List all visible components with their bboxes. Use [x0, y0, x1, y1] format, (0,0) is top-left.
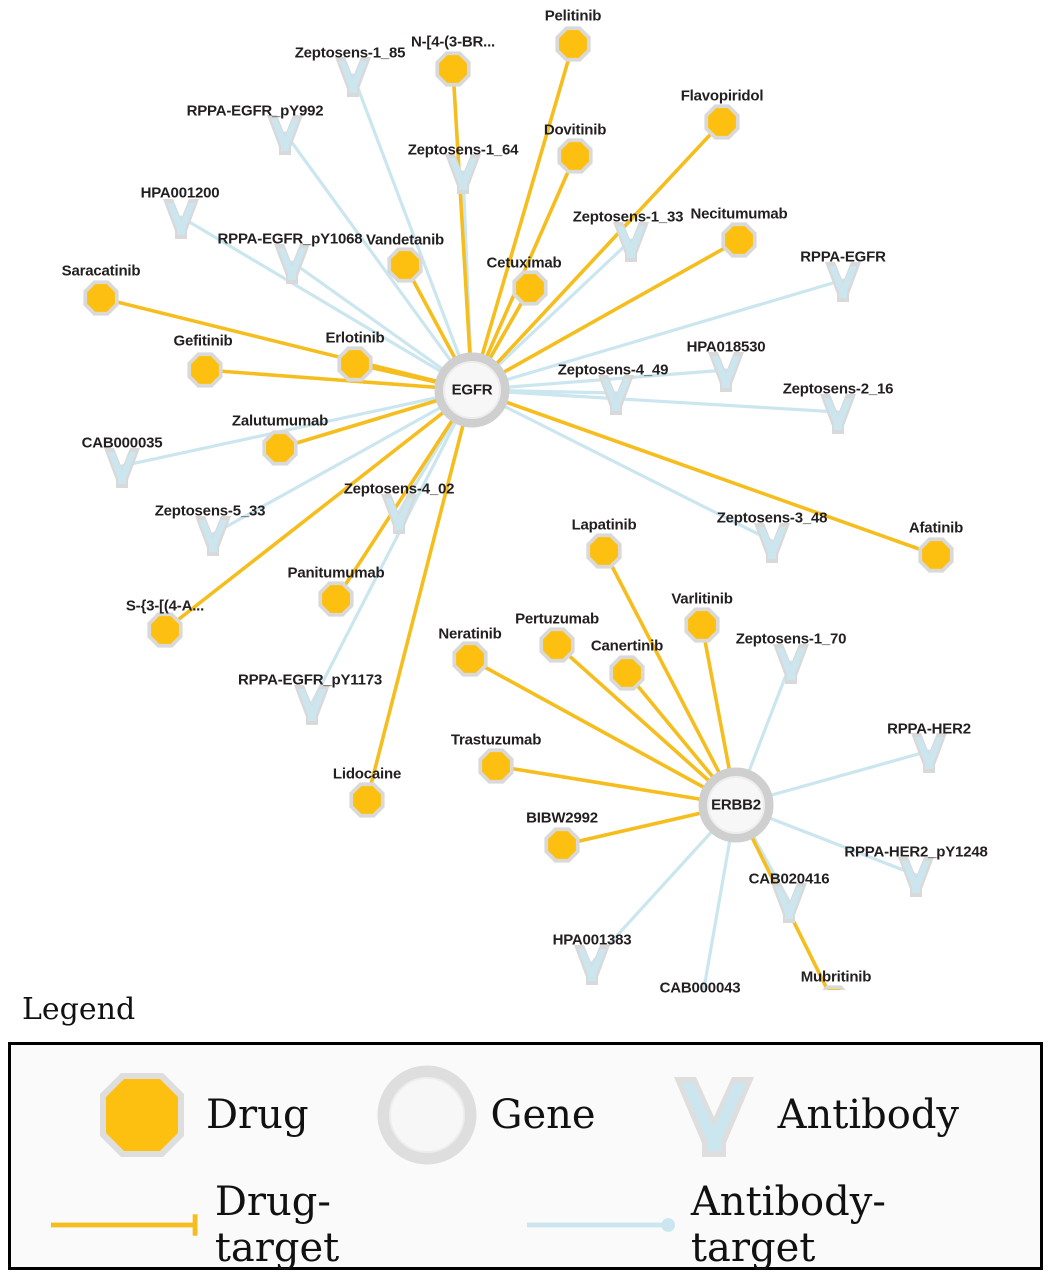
drug-node-label: Afatinib	[908, 519, 964, 537]
drug-node-label: Pertuzumab	[515, 610, 599, 628]
legend-label-gene: Gene	[490, 1092, 596, 1138]
antibody-node[interactable]	[104, 448, 140, 488]
antibody-node[interactable]	[773, 644, 809, 684]
antibody-node[interactable]	[195, 516, 231, 556]
drug-node-label: Necitumumab	[690, 205, 788, 223]
drug-node-label: Mubritinib	[800, 968, 872, 986]
legend-label-drug: Drug	[205, 1092, 309, 1138]
drug-node[interactable]	[435, 51, 470, 86]
antibody-node-label: RPPA-EGFR_pY1068	[217, 230, 363, 248]
drug-node[interactable]	[318, 581, 353, 616]
drug-node-label: Flavopiridol	[680, 87, 764, 105]
legend-label-antibody: Antibody	[777, 1092, 960, 1138]
legend-item-antibody	[664, 1065, 959, 1165]
antibody-node-label: RPPA-EGFR_pY1173	[237, 671, 383, 689]
legend-label-antibody-target: Antibody-target	[690, 1179, 886, 1271]
antibody-node[interactable]	[613, 222, 649, 262]
drug-node-label: Lapatinib	[571, 516, 637, 534]
antibody-node[interactable]	[825, 262, 861, 302]
legend-item-gene	[377, 1065, 596, 1165]
drug-target-edge-icon	[49, 1210, 205, 1240]
drug-target-edge	[472, 390, 936, 555]
antibody-target-edge-icon	[525, 1210, 681, 1240]
antibody-node-label: Zeptosens-5_33	[154, 502, 266, 520]
drug-node-label: Gefitinib	[173, 332, 233, 350]
drug-node-label: Panitumumab	[287, 564, 385, 582]
drug-node[interactable]	[512, 270, 547, 305]
legend-edge-row	[11, 1179, 1040, 1271]
drug-node[interactable]	[478, 748, 513, 783]
drug-node-label: BIBW2992	[526, 809, 598, 827]
drug-node-label: Erlotinib	[325, 329, 385, 347]
drug-node-label: N-[4-(3-BR...	[410, 33, 496, 51]
drug-node-label: Cetuximab	[486, 254, 562, 272]
legend-item-drug-target	[49, 1179, 449, 1271]
antibody-node-label: Zeptosens-2_16	[782, 380, 894, 398]
antibody-node[interactable]	[574, 945, 610, 985]
drug-node-label: Trastuzumab	[450, 731, 542, 749]
legend-title: Legend	[22, 992, 136, 1027]
drug-node[interactable]	[187, 352, 222, 387]
drug-node[interactable]	[704, 104, 739, 139]
antibody-node[interactable]	[820, 394, 856, 434]
drug-node[interactable]	[555, 26, 590, 61]
drug-node-label: Neratinib	[438, 625, 502, 643]
antibody-node-label: Zeptosens-1_85	[294, 44, 406, 62]
antibody-node-label: Zeptosens-1_70	[735, 630, 847, 648]
drug-node[interactable]	[387, 247, 422, 282]
drug-node[interactable]	[918, 537, 953, 572]
antibody-node-label: Zeptosens-3_48	[716, 509, 828, 527]
drug-node-label: S-{3-[(4-A...	[125, 597, 205, 615]
drug-icon	[92, 1065, 192, 1165]
drug-node[interactable]	[609, 655, 644, 690]
antibody-node-label: RPPA-EGFR_pY992	[186, 102, 324, 120]
drug-target-edge	[453, 69, 472, 390]
legend-node-row	[11, 1045, 1040, 1185]
drug-node[interactable]	[349, 782, 384, 817]
drug-node[interactable]	[262, 430, 297, 465]
antibody-node[interactable]	[754, 523, 790, 563]
legend-box	[8, 1042, 1043, 1270]
antibody-node[interactable]	[335, 57, 371, 97]
antibody-target-edge	[312, 390, 472, 703]
gene-node-label: ERBB2	[711, 796, 761, 814]
antibody-node[interactable]	[898, 857, 934, 897]
antibody-node-label: Zeptosens-4_02	[343, 480, 455, 498]
antibody-node[interactable]	[294, 685, 330, 725]
antibody-node-label: CAB000035	[81, 434, 163, 452]
antibody-node[interactable]	[598, 375, 634, 415]
antibody-node-label: HPA018530	[686, 338, 766, 356]
antibody-node[interactable]	[163, 199, 199, 239]
gene-node-label: EGFR	[451, 381, 493, 399]
antibody-node[interactable]	[771, 883, 807, 923]
drug-node[interactable]	[684, 607, 719, 642]
antibody-node-label: Zeptosens-1_33	[572, 208, 684, 226]
antibody-node-label: RPPA-HER2	[887, 720, 971, 738]
legend-item-antibody-target	[525, 1179, 1002, 1271]
antibody-node-label: RPPA-EGFR	[800, 248, 886, 266]
antibody-node-label: Zeptosens-1_64	[407, 141, 519, 159]
drug-node-label: Vandetanib	[365, 231, 445, 249]
antibody-icon	[664, 1065, 764, 1165]
drug-node[interactable]	[337, 346, 372, 381]
drug-node[interactable]	[83, 280, 118, 315]
legend-item-drug	[92, 1065, 309, 1165]
antibody-node-label: Zeptosens-4_49	[557, 361, 669, 379]
drug-node[interactable]	[544, 827, 579, 862]
drug-node[interactable]	[539, 627, 574, 662]
antibody-node-label: CAB020416	[748, 870, 830, 888]
drug-node[interactable]	[721, 222, 756, 257]
antibody-node-label: CAB000043	[659, 979, 741, 997]
drug-node-label: Varlitinib	[671, 590, 733, 608]
legend-label-drug-target: Drug-target	[214, 1179, 340, 1271]
drug-node-label: Canertinib	[590, 637, 664, 655]
drug-node[interactable]	[557, 138, 592, 173]
antibody-node-label: HPA001383	[552, 931, 632, 949]
antibody-node-label: HPA001200	[140, 184, 220, 202]
drug-node-label: Dovitinib	[543, 121, 607, 139]
drug-node-label: Saracatinib	[61, 262, 141, 280]
drug-node-label: Lidocaine	[332, 765, 402, 783]
drug-node[interactable]	[452, 641, 487, 676]
antibody-node[interactable]	[274, 244, 310, 284]
drug-node[interactable]	[816, 985, 851, 990]
drug-node-label: Pelitinib	[544, 7, 602, 25]
antibody-node-label: RPPA-HER2_pY1248	[844, 843, 988, 861]
drug-node-label: Zalutumumab	[231, 412, 329, 430]
gene-icon	[377, 1065, 477, 1165]
drug-node[interactable]	[586, 533, 621, 568]
antibody-node[interactable]	[445, 154, 481, 194]
drug-node[interactable]	[147, 612, 182, 647]
